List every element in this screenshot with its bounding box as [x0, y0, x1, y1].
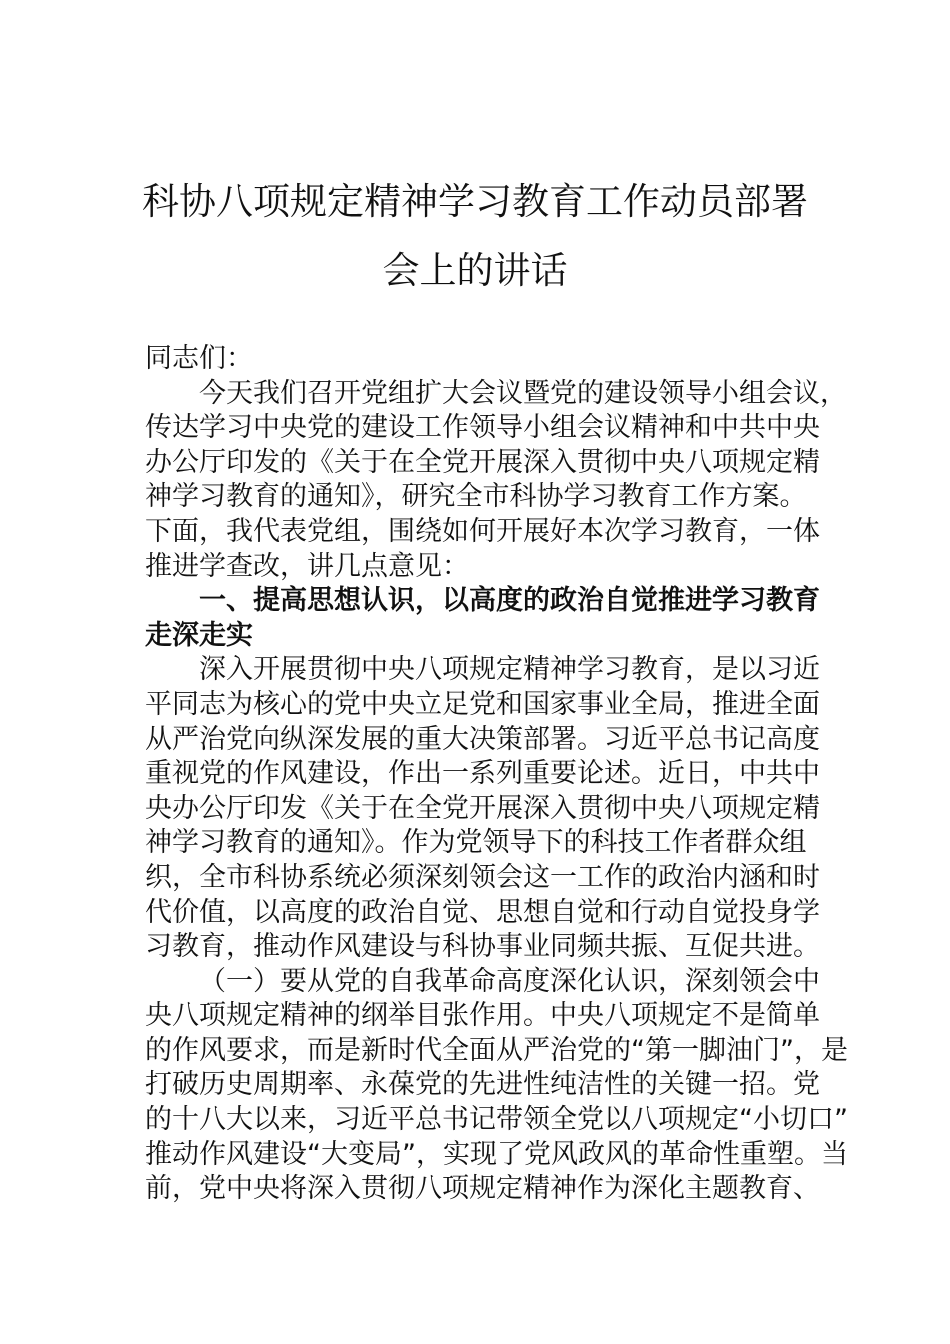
- paragraph-line: （一）要从党的自我革命高度深化认识，深刻领会中: [199, 965, 820, 997]
- section-heading-line: 走深走实: [145, 619, 253, 651]
- paragraph-line: 的作风要求，而是新时代全面从严治党的“第一脚油门”，是: [145, 1034, 848, 1066]
- paragraph-line: 神学习教育的通知》。作为党领导下的科技工作者群众组: [145, 827, 807, 859]
- paragraph-line: 代价值，以高度的政治自觉、思想自觉和行动自觉投身学: [145, 896, 820, 928]
- paragraph-line: 打破历史周期率、永葆党的先进性纯洁性的关键一招。党: [145, 1069, 820, 1101]
- paragraph-line: 深入开展贯彻中央八项规定精神学习教育，是以习近: [199, 654, 820, 686]
- paragraph-line: 的十八大以来，习近平总书记带领全党以八项规定“小切口”: [145, 1104, 848, 1136]
- paragraph-line: 重视党的作风建设，作出一系列重要论述。近日，中共中: [145, 758, 820, 790]
- paragraph-line: 推动作风建设“大变局”，实现了党风政风的革命性重塑。当: [145, 1138, 848, 1170]
- document-body: [145, 342, 848, 1207]
- section-heading-line: 一、提高思想认识，以高度的政治自觉推进学习教育: [199, 585, 820, 617]
- paragraph-line: 习教育，推动作风建设与科协事业同频共振、互促共进。: [145, 931, 820, 963]
- paragraph-line: 织，全市科协系统必须深刻领会这一工作的政治内涵和时: [145, 861, 820, 893]
- paragraph-line: 办公厅印发的《关于在全党开展深入贯彻中央八项规定精: [145, 446, 820, 478]
- paragraph-line: 推进学查改，讲几点意见：: [145, 550, 469, 582]
- document-title-line-2: 会上的讲话: [382, 249, 568, 292]
- paragraph-line: 央办公厅印发《关于在全党开展深入贯彻中央八项规定精: [145, 792, 820, 824]
- paragraph-line: 前，党中央将深入贯彻八项规定精神作为深化主题教育、: [145, 1173, 820, 1205]
- paragraph-line: 从严治党向纵深发展的重大决策部署。习近平总书记高度: [145, 723, 820, 755]
- paragraph-line: 平同志为核心的党中央立足党和国家事业全局，推进全面: [145, 688, 820, 720]
- document-title-line-1: 科协八项规定精神学习教育工作动员部署: [142, 180, 808, 223]
- paragraph-line: 今天我们召开党组扩大会议暨党的建设领导小组会议，: [199, 377, 847, 409]
- paragraph-line: 传达学习中央党的建设工作领导小组会议精神和中共中央: [145, 412, 820, 444]
- paragraph-line: 神学习教育的通知》，研究全市科协学习教育工作方案。: [145, 481, 807, 513]
- paragraph-line: 央八项规定精神的纲举目张作用。中央八项规定不是简单: [145, 1000, 820, 1032]
- paragraph-line: 同志们：: [145, 343, 253, 374]
- paragraph-line: 下面，我代表党组，围绕如何开展好本次学习教育，一体: [145, 515, 820, 547]
